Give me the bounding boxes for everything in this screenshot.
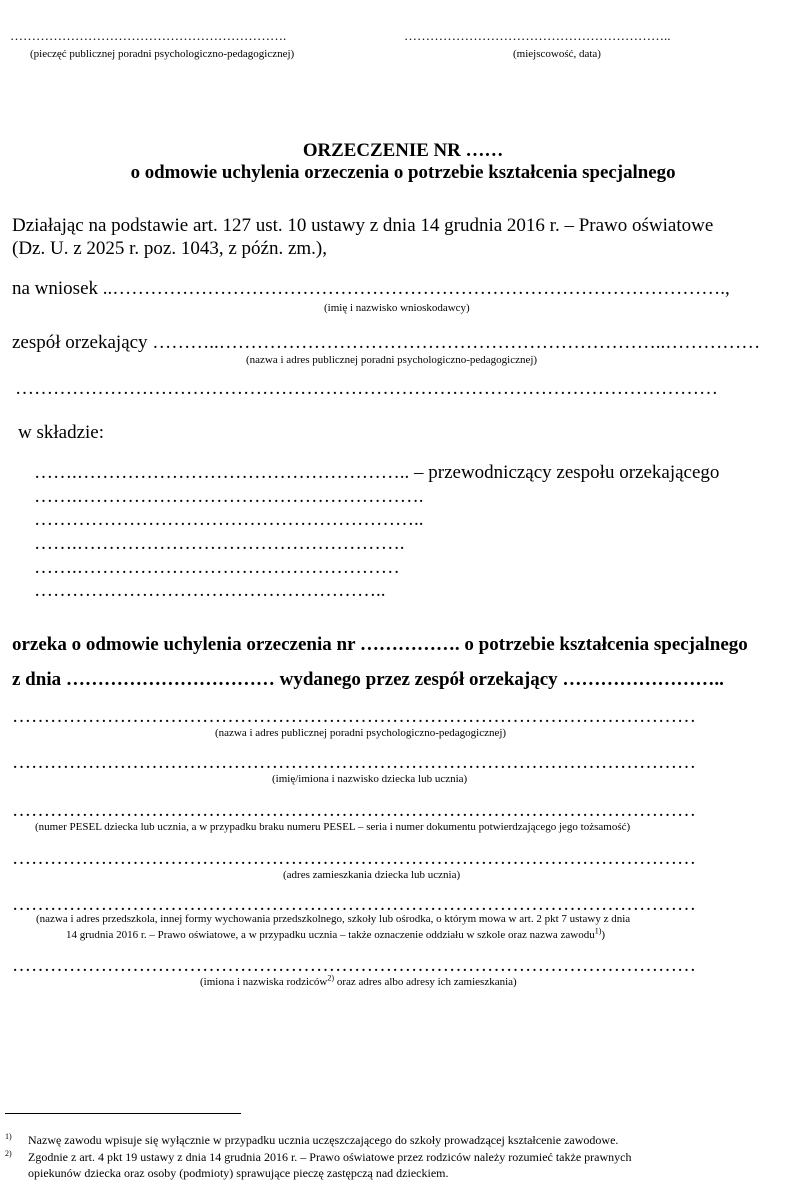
stamp-label: (pieczęć publicznej poradni psychologiczno-pedagogicznej) bbox=[30, 48, 295, 60]
school-label-line-2: 14 grudnia 2016 r. – Prawo oświatowe, a w przypadku ucznia – także oznaczenie oddziału w szkole oraz nazwa zawodu$^{1)}$) bbox=[66, 926, 606, 941]
footnote-separator bbox=[5, 1113, 241, 1114]
document-subtitle: o odmowie uchylenia orzeczenia o potrzebie kształcenia specjalnego bbox=[130, 162, 676, 183]
member-line: …….……………………………………………. bbox=[34, 533, 405, 554]
member-line: …….…………………………………………… bbox=[34, 557, 400, 578]
legal-basis-line-2: (Dz. U. z 2025 r. poz. 1043, z późn. zm.), bbox=[12, 238, 328, 259]
team-field-line-2: ………………………………………………………………………………………………… bbox=[15, 378, 718, 399]
member-line: ……………………………………………….. bbox=[34, 580, 386, 601]
stamp-dots: ………………………………………………………. bbox=[10, 28, 287, 43]
applicant-field: na wniosek ..……………………………………………………………………………………., bbox=[12, 278, 730, 299]
parents-dots: ……………………………………………………………………………………………… bbox=[12, 955, 696, 976]
applicant-label: (imię i nazwisko wnioskodawcy) bbox=[324, 302, 470, 314]
parents-label: (imiona i nazwiska rodziców$^{2)}$ oraz adres albo adresy ich zamieszkania) bbox=[200, 973, 517, 988]
composition-heading: w składzie: bbox=[18, 422, 105, 443]
ruling-line-2: z dnia …………………………… wydanego przez zespół orzekający …………………….. bbox=[12, 669, 724, 690]
school-label: (nazwa i adres przedszkola, innej formy wychowania przedszkolnego, szkoły lub ośrodka, o którym mowa w art. 2 pkt 7 ustawy z dnia bbox=[36, 913, 631, 925]
place-date-label: (miejscowość, data) bbox=[513, 48, 601, 60]
footnote-2-text-line-2: opiekunów dziecka oraz osoby (podmioty) sprawujące pieczę zastępczą nad dzieckiem. bbox=[28, 1166, 449, 1180]
child-name-dots: ……………………………………………………………………………………………… bbox=[12, 752, 696, 773]
child-name-label: (imię/imiona i nazwisko dziecka lub ucznia) bbox=[272, 773, 468, 785]
clinic-dots: ……………………………………………………………………………………………… bbox=[12, 706, 696, 727]
footnote-1-text: Nazwę zawodu wpisuje się wyłącznie w przypadku ucznia uczęszczającego do szkoły prowadzącej kształcenie zawodowe. bbox=[28, 1133, 619, 1147]
document-title: ORZECZENIE NR …… bbox=[302, 140, 504, 161]
team-field: zespół orzekający ………..……………………………………………………………..…………… bbox=[12, 332, 761, 353]
ruling-line-1: orzeka o odmowie uchylenia orzeczenia nr ……………. o potrzebie kształcenia specjalnego bbox=[12, 634, 748, 655]
footnote-2-text: Zgodnie z art. 4 pkt 19 ustawy z dnia 14 grudnia 2016 r. – Prawo oświatowe przez rodziców należy rozumieć także prawnych bbox=[28, 1150, 632, 1164]
place-date-dots: …………………………………………………….. bbox=[404, 28, 671, 43]
member-line: …………………………………………………….. bbox=[34, 509, 424, 530]
member-chair: …….…………………………………………….. – przewodniczący zespołu orzekającego bbox=[34, 462, 720, 483]
footnote-1-number: 1) bbox=[5, 1132, 12, 1141]
clinic-label: (nazwa i adres publicznej poradni psychologiczno-pedagogicznej) bbox=[215, 727, 507, 739]
team-label: (nazwa i adres publicznej poradni psychologiczno-pedagogicznej) bbox=[246, 354, 538, 366]
pesel-dots: ……………………………………………………………………………………………… bbox=[12, 800, 696, 821]
footnote-2-number: 2) bbox=[5, 1149, 12, 1158]
pesel-label: (numer PESEL dziecka lub ucznia, a w przypadku braku numeru PESEL – seria i numer dokumentu potwierdzającego jego tożsamość) bbox=[35, 821, 631, 833]
school-dots: ……………………………………………………………………………………………… bbox=[12, 894, 696, 915]
member-line: …….………………………………………………. bbox=[34, 486, 424, 507]
legal-basis-line-1: Działając na podstawie art. 127 ust. 10 ustawy z dnia 14 grudnia 2016 r. – Prawo oświatowe bbox=[12, 215, 714, 236]
address-dots: ……………………………………………………………………………………………… bbox=[12, 848, 696, 869]
address-label: (adres zamieszkania dziecka lub ucznia) bbox=[283, 869, 461, 881]
